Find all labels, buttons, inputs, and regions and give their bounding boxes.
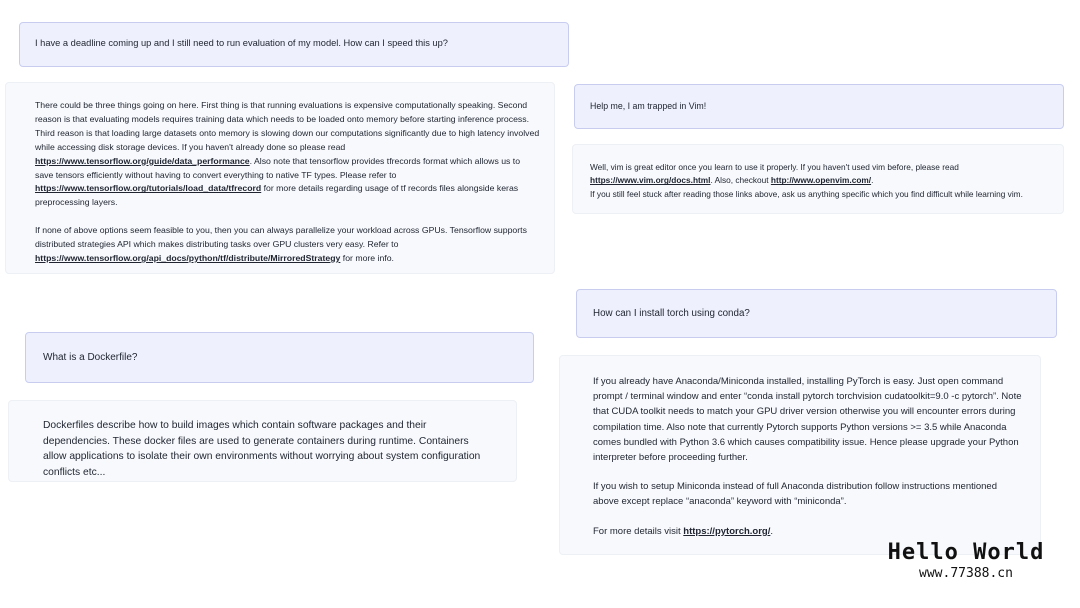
response-text: .	[871, 175, 874, 186]
watermark-title: Hello World	[887, 540, 1045, 565]
assistant-response-dockerfile	[8, 400, 517, 482]
watermark-url: www.77388.cn	[919, 566, 1013, 581]
response-text: . Also, checkout	[710, 175, 771, 186]
response-text: If you wish to setup Miniconda instead of full Anaconda distribution follow instructions mentioned above except replace “anaconda” keyword with “miniconda”.	[593, 481, 997, 508]
link-vim-docs[interactable]: https://www.vim.org/docs.html	[590, 175, 711, 186]
link-tensorflow-mirrored-strategy[interactable]: https://www.tensorflow.org/api_docs/python/tf/distribute/MirroredStrategy	[35, 253, 341, 264]
response-text: for more details regarding usage of tf records files alongside keras preprocessing layers.	[35, 183, 519, 208]
user-message-text: Help me, I am trapped in Vim!	[590, 101, 707, 111]
user-message-install-torch	[576, 289, 1057, 338]
response-text: For more details visit	[593, 525, 684, 537]
assistant-response-install-torch	[559, 355, 1041, 555]
response-text: If you already have Anaconda/Miniconda installed, installing PyTorch is easy. Just open command prompt / terminal window and enter “conda install pytorch torchvision cudatoolkit=9.0 -c pytorch”. Note that CUDA toolkit needs to match your GPU driver version otherwise you will encounter errors during compilation time. Also note that currently Pytorch supports Python versions >= 3.5 while Anaconda comes bundled with Python 3.6 which causes compatibility issue. Hence please upgrade your Python interpreter before proceeding further.	[593, 376, 1022, 464]
user-message-trapped-in-vim	[574, 84, 1064, 129]
user-message-text: What is a Dockerfile?	[43, 352, 138, 363]
link-tensorflow-tfrecord[interactable]: https://www.tensorflow.org/tutorials/load_data/tfrecord	[35, 183, 262, 194]
link-pytorch[interactable]: https://pytorch.org/	[683, 525, 771, 537]
response-text: There could be three things going on here. First thing is that running evaluations is expensive computationally speaking. Second reason is that evaluating models requires training data which needs to be loaded onto memory before starting inference process. Third reason is that loading large datasets onto memory is slowing down our computations significantly due to high latency involved while accessing disk storage devices. If you haven't already done so please read	[35, 100, 540, 152]
link-tensorflow-data-performance[interactable]: https://www.tensorflow.org/guide/data_performance	[35, 155, 250, 166]
user-message-dockerfile	[25, 332, 534, 383]
response-paragraph	[590, 161, 1055, 201]
response-text: for more info.	[340, 253, 394, 264]
response-text: If you still feel stuck after reading those links above, ask us anything specific which you find difficult while learning vim.	[590, 188, 1023, 199]
assistant-response-vim	[572, 144, 1064, 214]
response-paragraph	[35, 224, 540, 266]
user-message-text: How can I install torch using conda?	[593, 308, 750, 319]
user-message-text: I have a deadline coming up and I still need to run evaluation of my model. How can I speed this up?	[35, 38, 448, 48]
watermark	[886, 540, 1046, 582]
response-paragraph	[593, 524, 1024, 539]
response-text: Dockerfiles describe how to build images which contain software packages and their dependencies. These docker files are used to generate containers during runtime. Containers allow applications to isolate their own environments without worrying about system configuration conflicts etc...	[43, 420, 481, 478]
link-openvim[interactable]: http://www.openvim.com/	[770, 175, 872, 186]
assistant-response-speed-up-evaluation	[5, 82, 555, 274]
user-message-speed-up-evaluation	[19, 22, 569, 67]
response-text: Well, vim is great editor once you learn to use it properly. If you haven't used vim before, please read	[590, 162, 959, 172]
response-text: If none of above options seem feasible to you, then you can always parallelize your workload across GPUs. Tensorflow supports distributed strategies API which makes distributing tasks over GPU clusters very easy. Refer to	[35, 225, 527, 250]
response-text: .	[770, 525, 773, 537]
response-text: . Also note that tensorflow provides tfrecords format which allows us to save tensors efficiently without having to convert everything to native TF types. Please refer to	[35, 155, 521, 180]
response-paragraph	[35, 99, 540, 210]
